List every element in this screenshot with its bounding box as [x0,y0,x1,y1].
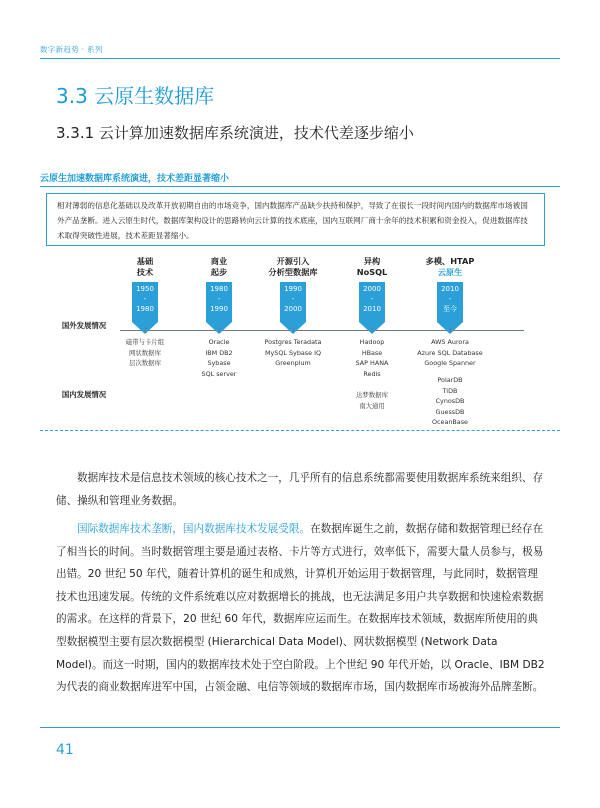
figure-title-divider [40,186,560,187]
list-item: GuessDB [435,407,465,416]
timeline-axis [120,330,524,331]
era-2-tick [293,327,294,333]
era-0-label [110,256,180,278]
list-item: Azure SQL Database [417,348,483,357]
period-end: 2010 [363,305,381,313]
list-item: AWS Aurora [431,338,469,346]
era-label-line2: 技术 [136,267,154,277]
period-start: 1980 [210,285,228,293]
paragraph-highlight: 国际数据库技术垄断，国内数据库技术发展受限。 [77,523,311,535]
list-item: IBM DB2 [205,348,233,357]
list-item: 网状数据库 [129,348,161,357]
period-start: 1950 [136,285,154,293]
period-end: 1980 [136,305,154,313]
section-title: 3.3 云原生数据库 [56,84,215,108]
list-item: Hadoop [359,338,385,346]
period-start: 1990 [284,285,302,293]
body-paragraph-2 [56,518,546,699]
list-item: SAP HANA [355,359,389,368]
list-item: SQL server [201,369,237,378]
era-1-foreign-list [179,337,259,379]
page-number: 41 [56,742,74,758]
header-divider [40,58,560,59]
footer-divider [40,727,560,728]
era-4-foreign-list [405,337,495,369]
era-label-highlight: 云原生 [437,267,463,277]
era-1-tick [219,327,220,333]
row-label-foreign: 国外发展情况 [61,321,107,330]
list-item: 南大通用 [359,401,385,410]
list-item: PolarDB [437,376,463,384]
era-label-line2: 起步 [210,267,228,277]
list-item: CynosDB [435,397,465,406]
subsection-title: 3.3.1 云计算加速数据库系统演进，技术代差逐步缩小 [56,124,414,142]
era-1-label [184,256,254,278]
era-label-line1: 开源引入 [276,256,310,266]
period-dash: - [370,295,374,303]
list-item: 达梦数据库 [356,391,388,399]
period-end: 1990 [210,305,228,313]
era-2-foreign-list [248,337,338,369]
era-label-line2: NoSQL [356,267,388,277]
period-dash: - [291,295,295,303]
era-4-tick [450,327,451,333]
period-end: 至今 [443,305,457,313]
figure-title: 云原生加速数据库系统演进，技术差距显著缩小 [40,174,230,184]
era-3-tick [372,327,373,333]
period-dash: - [217,295,221,303]
list-item: Redis [363,369,381,378]
era-label-line1: 异构 [363,256,381,266]
era-3-label [337,256,407,278]
era-3-foreign-list [332,337,412,379]
era-label-line2: 分析型数据库 [268,267,318,277]
list-item: Postgres Teradata [264,338,322,346]
era-2-label [258,256,328,278]
list-item: Google Spanner [424,359,476,368]
list-item: Greenplum [275,359,311,368]
list-item: 层次数据库 [129,359,161,368]
row-label-domestic: 国内发展情况 [61,390,107,399]
era-label-line1: 基础 [136,256,154,266]
period-start: 2010 [441,285,459,293]
period-dash: - [448,295,452,303]
era-4-domestic-list [410,375,490,428]
list-item: 磁带与卡片组 [125,338,165,346]
era-label-line1: 商业 [210,256,228,266]
list-item: MySQL Sybase IQ [265,348,321,357]
list-item: HBase [361,348,383,357]
era-0-foreign-list [105,337,185,369]
period-start: 2000 [363,285,381,293]
era-label-line1: 多模、HTAP [425,256,475,266]
body-paragraph-1: 数据库技术是信息技术领域的核心技术之一，几乎所有的信息系统都需要使用数据库系统来组织、存储、操纵和管理业务数据。 [56,472,544,507]
list-item: Sybase [207,359,231,368]
list-item: OceanBase [431,418,468,427]
header-label: 数字新趋势 · 系列 [40,45,103,54]
list-item: Oracle [208,338,230,346]
era-0-tick [145,327,146,333]
figure-summary-box: 相对薄弱的信息化基础以及改革开放初期自由的市场竞争，国内数据库产品缺少扶持和保护，导致了在很长一段时间内国内的数据库市场被国外产品垄断。进入云原生时代，数据库架构设计的思路转向云计算的技术底座，国内互联网厂商十余年的技术积累和资金投入，促进数据库技术取得突破性进展，技术差距显著缩小。 [46,193,545,246]
paragraph-text: 在数据库诞生之前，数据存储和数据管理已经存在了相当长的时间。当时数据管理主要是通过表格、卡片等方式进行，效率低下，需要大量人员参与，极易出错。20 世纪 50 年代，随着计算机的诞生和成熟，计算机开始运用于数据管理，与此同时，数据管理技术也迅速发展。传统的文件系统难以应对数据增长的挑战，也无法满足多用户共享数据和快速检索数据的需求。在这样的背景下，20 世纪 60 年代，数据库应运而生。在数据库技术领域，数据库所使用的典型数据模型主要有层次数据模型 (Hierarchical Data Model)、网状数据模型 (Network Data Model)。而这一时期，国内的数据库技术处于空白阶段。上个世纪 90 年代开始，以 Oracle、IBM DB2 为代表的商业数据库进军中国，占领金融、电信等领域的数据库市场，国内数据库市场被海外品牌垄断。 [56,523,545,694]
timeline-diagram [46,250,556,425]
era-4-label [415,256,485,278]
period-dash: - [143,295,147,303]
era-3-domestic-list [332,390,412,411]
figure-bottom-divider [40,430,560,431]
period-end: 2000 [284,305,302,313]
list-item: TiDB [442,386,458,395]
